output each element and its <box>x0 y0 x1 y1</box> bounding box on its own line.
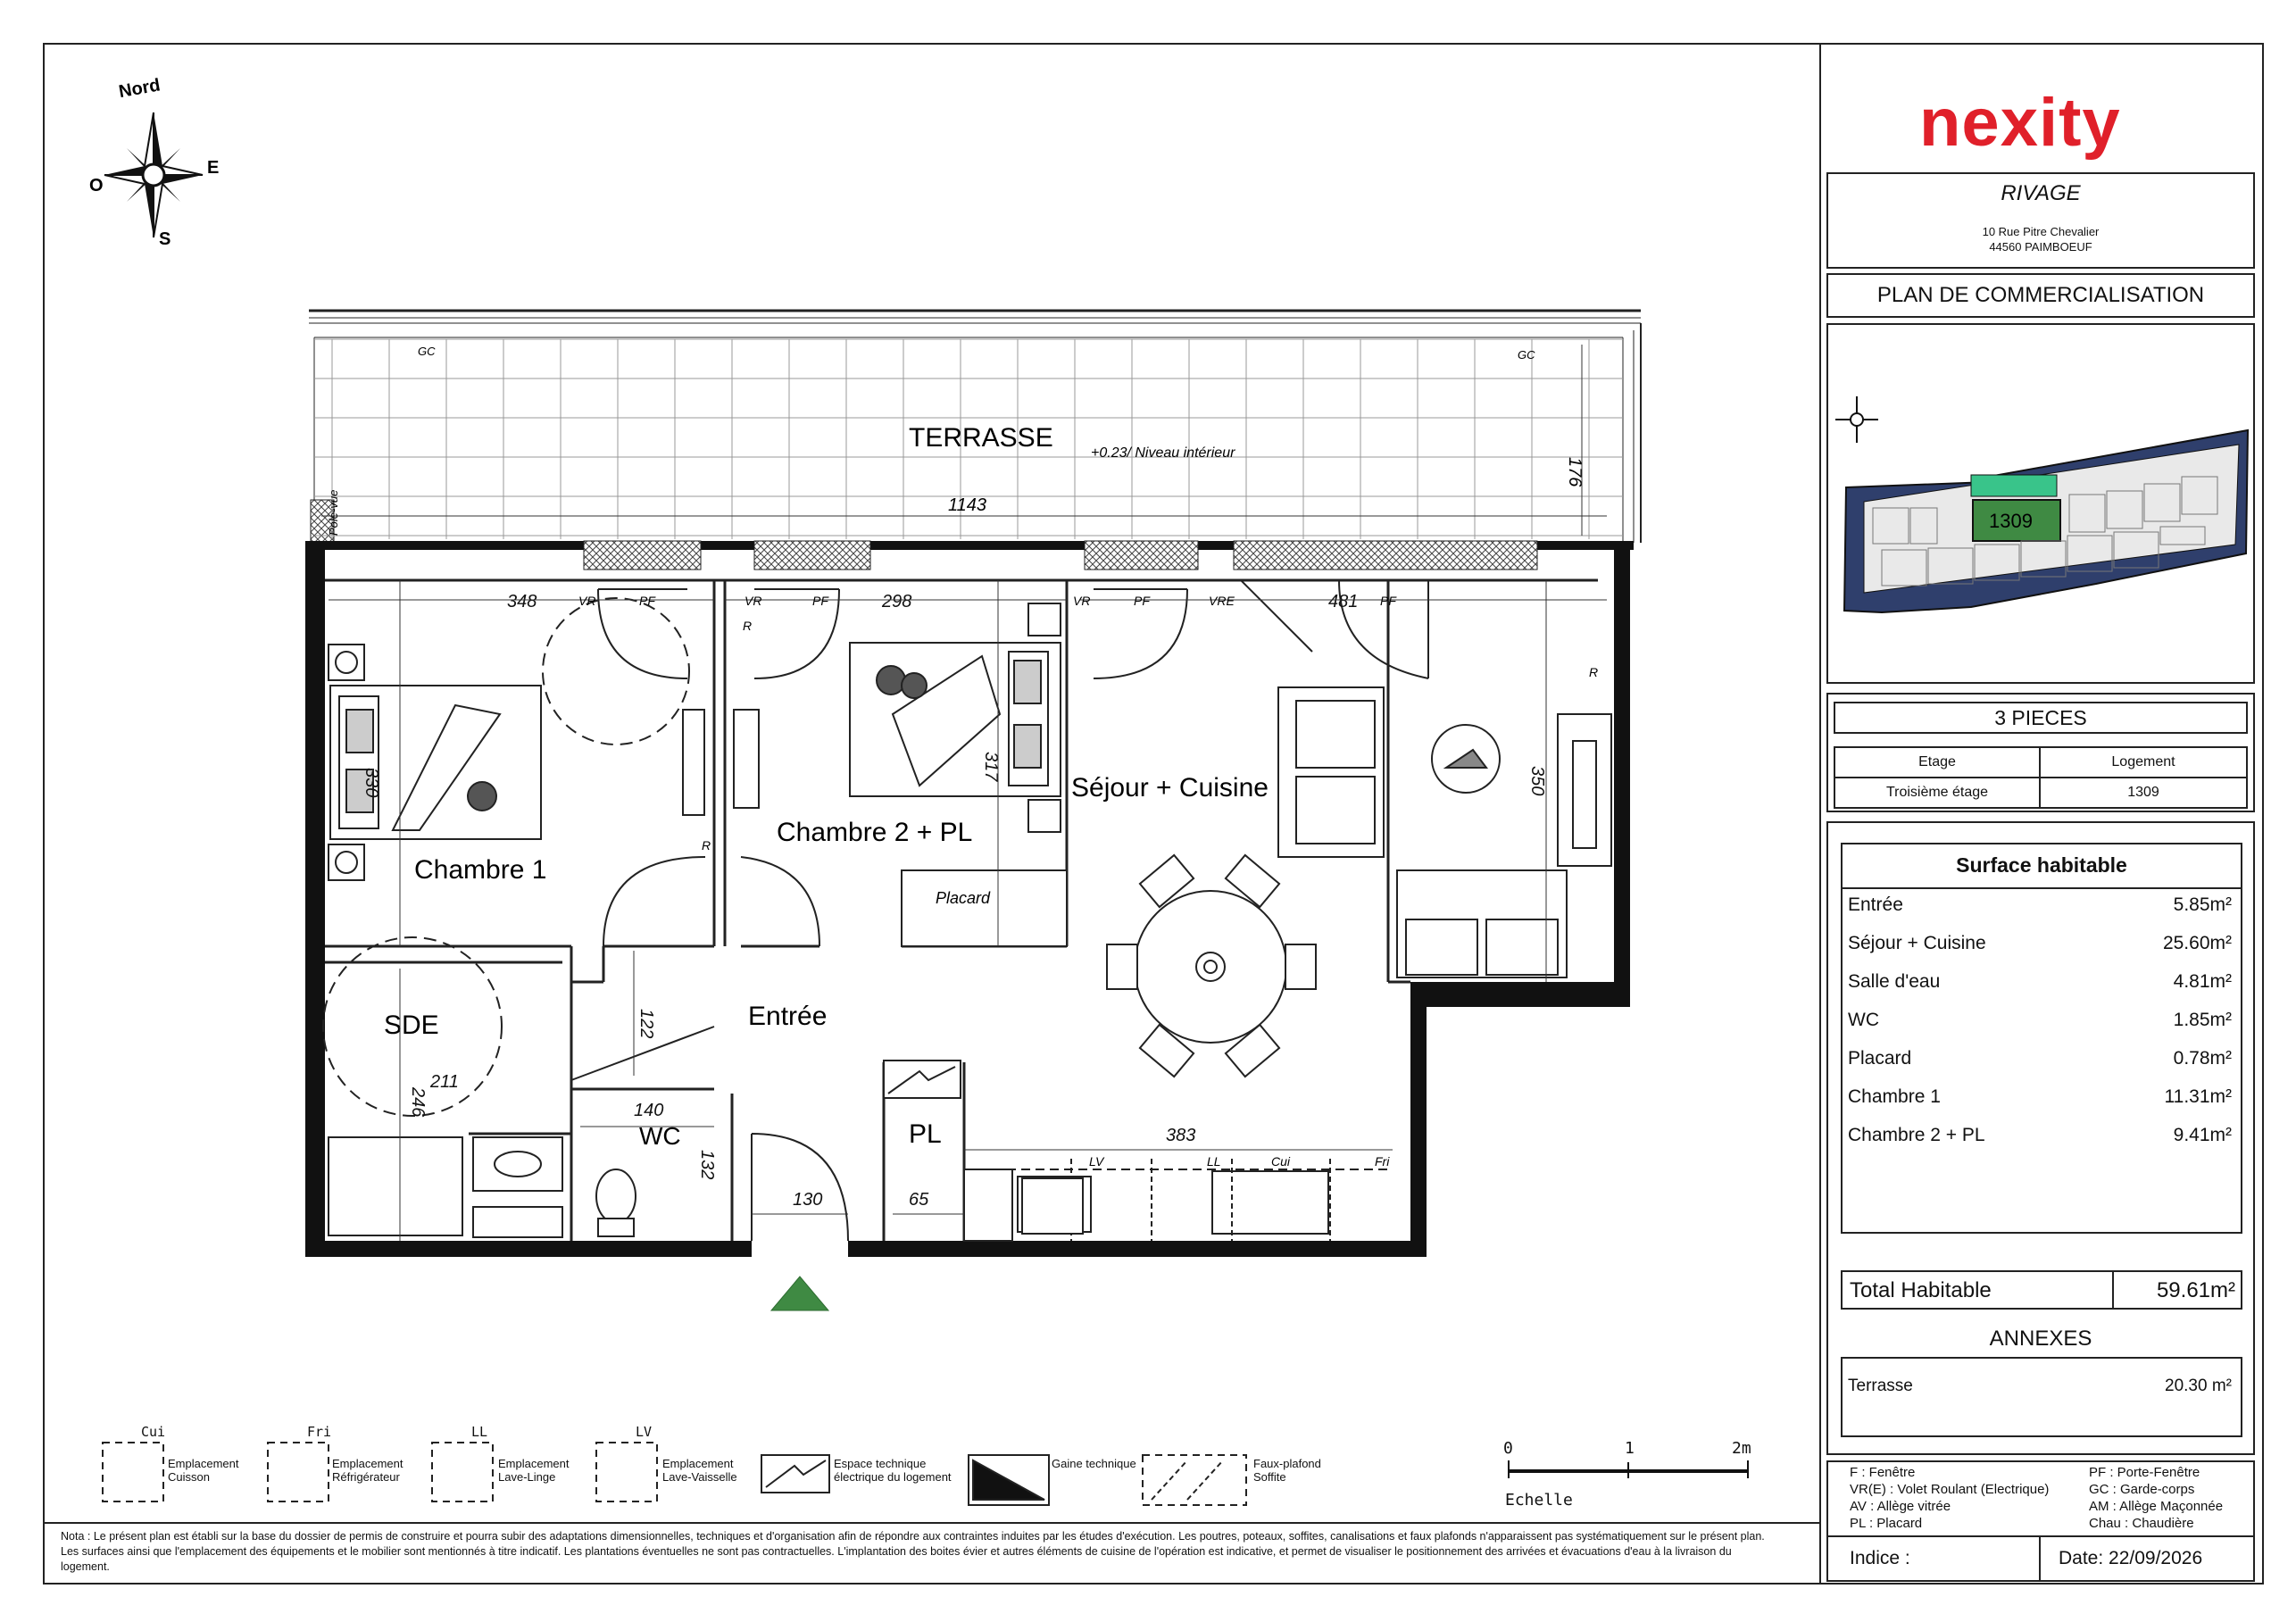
compass-north-label: Nord <box>117 75 162 103</box>
pole-vue-label: Pole-vue <box>327 489 340 536</box>
compass-south-label: S <box>159 229 171 249</box>
floor-header-label: Etage <box>1918 754 1956 769</box>
legend-code-ll: LL <box>471 1424 488 1440</box>
total-value: 59.61m² <box>2156 1278 2235 1302</box>
project-name: RIVAGE <box>2001 181 2081 205</box>
disclaimer-note: Nota : Le présent plan est établi sur la base du dossier de permis de construire et pourra subir des adaptations dimensionnelles, techniques et d'organisation afin de répondre aux contraintes induites par les études d'exécution. Les poutres, poteaux, soffites, canalisations et faux plafonds n'apparaissent pas systématiquement sur le présent plan. Les surfaces ainsi que l'emplacement des équipements et le mobilier sont mentionnés à titre indicatif. Les plantations éventuelles ne sont pas contractuelles. L'implantation des boites évier et autres éléments de cuisine de l'opération est indicative, et permet de visualiser le positionnement des arrivées et évacuations d'eau à la livraison du logement. <box>61 1530 1765 1573</box>
abbr-vr: VR(E) : Volet Roulant (Electrique) <box>1850 1482 2050 1497</box>
surface-row-label: Chambre 1 <box>1848 1086 1941 1107</box>
surface-bottom-divider <box>1841 1235 2242 1236</box>
abbr-f: F : Fenêtre <box>1850 1465 1916 1480</box>
annexe-terrasse-value: 20.30 m² <box>2165 1377 2232 1395</box>
room-label-sde: SDE <box>384 1011 439 1040</box>
legend-label-gaine-technique: Gaine technique <box>1052 1457 1136 1470</box>
compass-rose-icon <box>89 75 219 249</box>
surface-row-label: Salle d'eau <box>1848 971 1941 992</box>
surface-row-value: 9.41m² <box>2173 1125 2232 1145</box>
terrace-label: TERRASSE <box>909 423 1053 453</box>
terrace-level-note: +0.23/ Niveau intérieur <box>1091 445 1235 461</box>
floor-value-label: Troisième étage <box>1885 785 1989 800</box>
bed-chambre-1 <box>329 645 541 880</box>
legend-label-cuisson: Emplacement Cuisson <box>168 1457 239 1484</box>
total-label: Total Habitable <box>1850 1278 1992 1302</box>
keyplan-compass-icon <box>1835 396 1878 443</box>
plan-title: PLAN DE COMMERCIALISATION <box>1876 283 2205 307</box>
surface-row-label: WC <box>1848 1010 1879 1030</box>
abbreviations-right <box>2089 1464 2223 1532</box>
annexe-terrasse-label: Terrasse <box>1848 1377 1913 1395</box>
surface-row-label: Placard <box>1848 1048 1912 1069</box>
tag-pf-2: PF <box>812 594 828 608</box>
surface-row-value: 1.85m² <box>2173 1010 2232 1030</box>
brand-logo: nexity <box>1919 85 2121 161</box>
annexes-title: ANNEXES <box>1989 1327 2092 1351</box>
keyplan <box>1828 325 2253 682</box>
tag-r-2: R <box>702 838 711 853</box>
apartment-type-box <box>1834 702 2248 734</box>
abbr-gc: GC : Garde-corps <box>2089 1482 2195 1497</box>
abbr-av: AV : Allège vitrée <box>1850 1499 1951 1514</box>
dim-wc-depth: 132 <box>697 1150 717 1180</box>
surface-row-label: Séjour + Cuisine <box>1848 933 1986 953</box>
tag-vr-2: VR <box>745 594 762 608</box>
dim-ch2-depth: 317 <box>981 752 1001 782</box>
surface-row-label: Entrée <box>1848 894 1903 915</box>
tag-pf-4: PF <box>1380 594 1396 608</box>
bed-chambre-2 <box>850 603 1061 832</box>
surface-row <box>1848 894 2232 916</box>
scale-tick-1: 1 <box>1625 1439 1635 1458</box>
annexes-table <box>1841 1357 2242 1437</box>
dim-wc-width: 140 <box>634 1101 664 1120</box>
surface-title: Surface habitable <box>1956 853 2127 877</box>
legend-label-lave-linge: Emplacement Lave-Linge <box>498 1457 570 1484</box>
terrace-depth-dim: 176 <box>1565 457 1585 487</box>
abbr-am: AM : Allège Maçonnée <box>2089 1499 2224 1514</box>
tag-r-3: R <box>1589 665 1599 679</box>
legend-code-lv: LV <box>636 1424 653 1440</box>
dim-sde-depth: 246 <box>408 1087 428 1118</box>
unit-header <box>2039 746 2248 778</box>
compass-east-label: E <box>207 158 220 178</box>
surface-row <box>1848 971 2232 993</box>
project-address-2: 44560 PAIMBOEUF <box>1989 240 2092 254</box>
terrace-length-dim: 1143 <box>948 495 987 515</box>
tag-pf-3: PF <box>1134 594 1150 608</box>
dim-ch1-width: 348 <box>507 592 537 611</box>
dim-entree-depth: 122 <box>636 1009 656 1039</box>
tag-fri: Fri <box>1375 1154 1390 1169</box>
surface-row-label: Chambre 2 + PL <box>1848 1125 1985 1145</box>
unit-header-label: Logement <box>2111 754 2175 769</box>
scale-label: Echelle <box>1505 1491 1573 1510</box>
apartment-type: 3 PIECES <box>1994 705 2087 729</box>
tag-ll: LL <box>1207 1154 1221 1169</box>
tag-lv: LV <box>1089 1154 1104 1169</box>
dim-ch1-depth: 330 <box>362 768 381 798</box>
note-divider <box>43 1522 1820 1524</box>
dim-sejour-width: 481 <box>1328 592 1359 611</box>
gc-tag-right: GC <box>1518 348 1535 362</box>
plan-title-box <box>1826 273 2255 318</box>
tag-vr-1: VR <box>578 594 596 608</box>
abbr-chau: Chau : Chaudière <box>2089 1516 2194 1531</box>
dim-kitchen-length: 383 <box>1166 1126 1196 1145</box>
surface-row-value: 25.60m² <box>2162 933 2232 953</box>
floor-value <box>1834 777 2041 809</box>
entrance-arrow <box>771 1277 828 1310</box>
indice-label: Indice : <box>1850 1548 1910 1568</box>
surface-row <box>1848 1125 2232 1146</box>
room-label-wc: WC <box>639 1122 681 1150</box>
room-label-pl: PL <box>909 1119 942 1149</box>
scale-tick-0: 0 <box>1503 1439 1513 1458</box>
electrical-panel <box>884 1061 961 1098</box>
surface-row <box>1848 1048 2232 1069</box>
surface-row-value: 11.31m² <box>2164 1086 2232 1107</box>
keyplan-lot-label: 1309 <box>1989 510 2033 532</box>
floor-header <box>1834 746 2041 778</box>
surface-row <box>1848 1086 2232 1108</box>
surface-row-value: 0.78m² <box>2173 1048 2232 1069</box>
dim-pl-width: 65 <box>909 1190 929 1210</box>
abbreviations-left <box>1850 1464 2049 1532</box>
dim-door-width: 130 <box>793 1190 823 1210</box>
placard-label: Placard <box>936 889 991 907</box>
legend-code-fri: Fri <box>307 1424 332 1440</box>
room-label-chambre-2: Chambre 2 + PL <box>777 818 973 847</box>
surface-row <box>1848 1010 2232 1031</box>
gc-tag-left: GC <box>418 345 436 358</box>
room-label-sejour: Séjour + Cuisine <box>1071 773 1269 803</box>
compass-west-label: O <box>89 176 104 195</box>
tag-vr-3: VR <box>1073 594 1091 608</box>
abbr-pf: PF : Porte-Fenêtre <box>2089 1465 2200 1480</box>
legend-label-espace-technique: Espace technique électrique du logement <box>834 1457 952 1484</box>
tag-cui: Cui <box>1271 1154 1291 1169</box>
abbr-pl: PL : Placard <box>1850 1516 1923 1531</box>
tag-vre: VRE <box>1209 594 1235 608</box>
date-label: Date: 22/09/2026 <box>2059 1548 2203 1568</box>
surface-row-value: 5.85m² <box>2173 894 2232 915</box>
surface-title-divider <box>1841 887 2242 889</box>
tag-pf-1: PF <box>639 594 655 608</box>
legend-label-refrigerateur: Emplacement Réfrigérateur <box>332 1457 403 1484</box>
dim-sde-width: 211 <box>430 1072 459 1092</box>
room-label-entree: Entrée <box>748 1002 828 1031</box>
project-address-1: 10 Rue Pitre Chevalier <box>1982 225 2100 238</box>
dim-sejour-depth: 350 <box>1527 766 1547 796</box>
legend-code-cui: Cui <box>141 1424 166 1440</box>
legend-label-faux-plafond: Faux-plafond Soffite <box>1253 1457 1321 1484</box>
terrace <box>309 311 1641 543</box>
tag-r-1: R <box>743 619 753 633</box>
surface-row <box>1848 933 2232 954</box>
room-label-chambre-1: Chambre 1 <box>414 855 547 885</box>
surface-row-value: 4.81m² <box>2173 971 2232 992</box>
scale-tick-2m: 2m <box>1732 1439 1751 1458</box>
living-furniture <box>1107 687 1611 1077</box>
dim-ch2-width: 298 <box>882 592 912 611</box>
unit-value <box>2039 777 2248 809</box>
legend-label-lave-vaisselle: Emplacement Lave-Vaisselle <box>662 1457 737 1484</box>
unit-value-label: 1309 <box>2127 785 2159 800</box>
